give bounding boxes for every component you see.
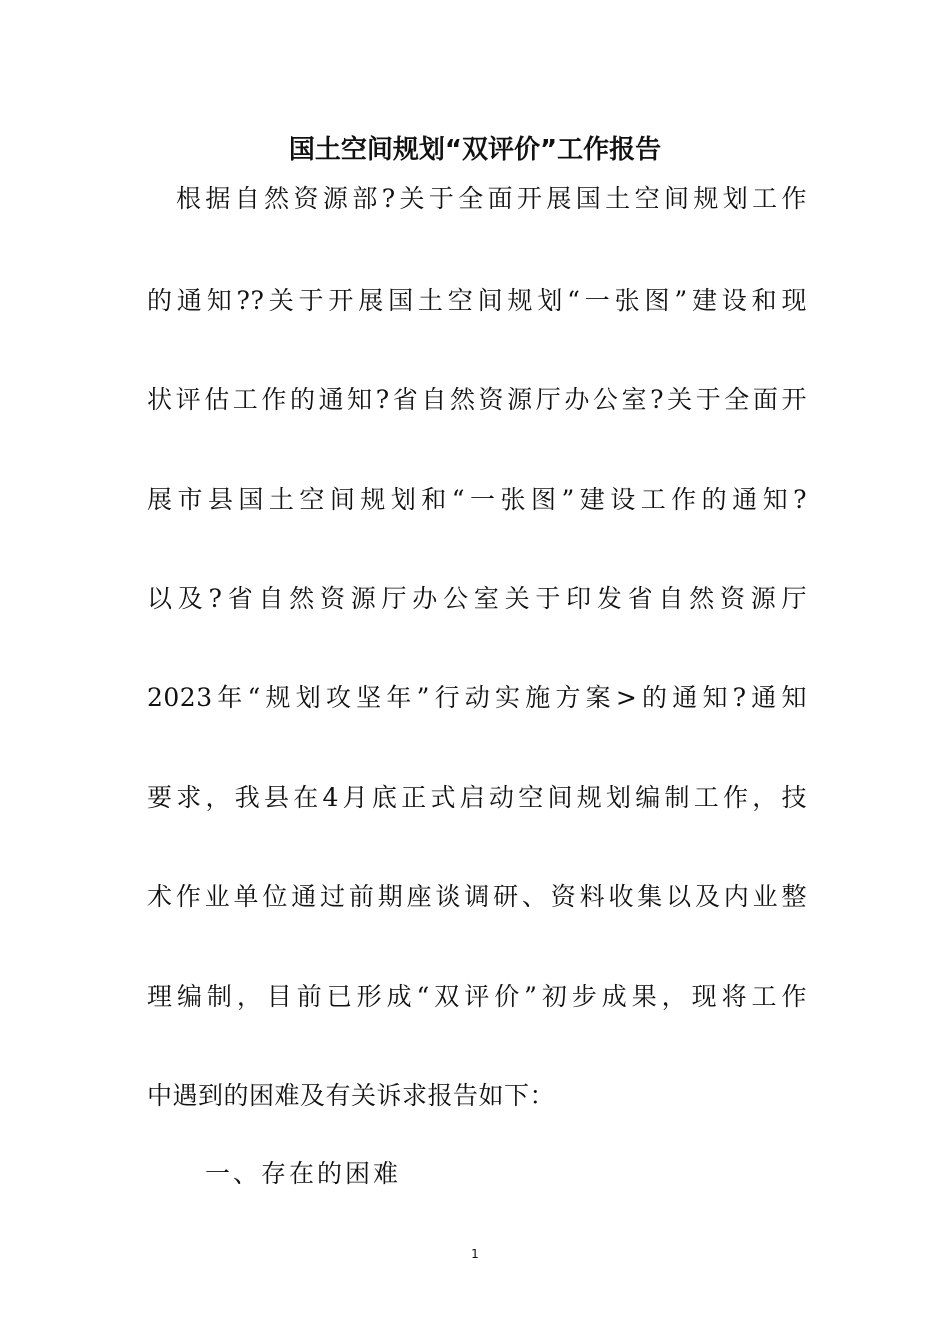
body-line: 理编制，目前已形成“双评价”初步成果，现将工作	[147, 982, 807, 1011]
body-line: 2023年“规划攻坚年”行动实施方案>的通知?通知	[147, 683, 807, 712]
body-line: 状评估工作的通知?省自然资源厅办公室?关于全面开	[147, 385, 807, 414]
section-heading: 一、存在的困难	[205, 1159, 402, 1188]
body-line: 以及?省自然资源厅办公室关于印发省自然资源厅	[147, 584, 807, 613]
body-line: 术作业单位通过前期座谈调研、资料收集以及内业整	[147, 882, 807, 911]
body-line: 要求，我县在4月底正式启动空间规划编制工作，技	[147, 783, 807, 812]
document-title: 国土空间规划“双评价”工作报告	[288, 135, 662, 165]
body-line: 中遇到的困难及有关诉求报告如下：	[147, 1081, 556, 1110]
body-line: 展市县国土空间规划和“一张图”建设工作的通知?	[147, 485, 807, 514]
body-line: 的通知??关于开展国土空间规划“一张图”建设和现	[147, 286, 807, 315]
body-line: 根据自然资源部?关于全面开展国土空间规划工作	[176, 184, 807, 213]
page-number: 1	[471, 1247, 479, 1261]
